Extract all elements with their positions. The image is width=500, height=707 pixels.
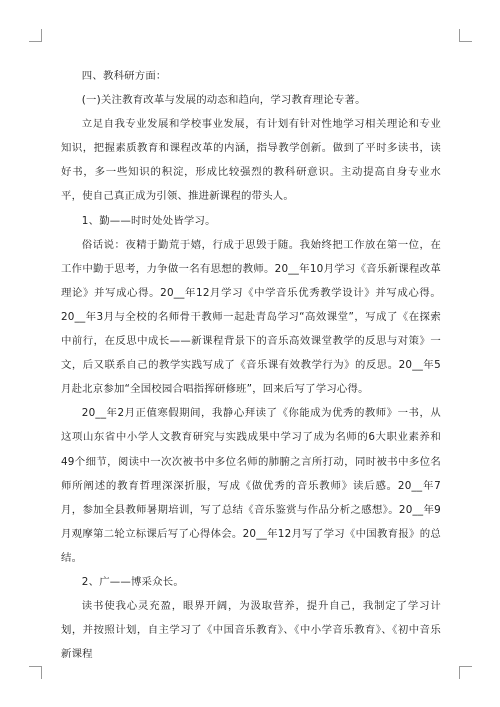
crop-mark-bottom-left xyxy=(29,666,42,679)
crop-mark-top-left xyxy=(29,29,42,42)
paragraph: 俗话说：夜精于勤荒于嬉，行成于思毁于随。我始终把工作放在第一位，在工作中勤于思考，力争做一名有思想的教师。20__年10月学习《音乐新课程改革理论》并写成心得。20__年12月学习《中学音乐优秀教学设计》并写成心得。20__年3月与全校的名师骨干教师一起赴青岛学习“高效课堂”，写成了《在探索中前行，在反思中成长——新课程背景下的音乐高效课堂教学的反思与对策》一文，后又联系自己的教学实践写成了《音乐课有效教学行为》的反思。20__年5月赴北京参加“全国校园合唱指挥研修班”，回来后写了学习心得。 xyxy=(61,238,441,396)
crop-mark-bottom-right xyxy=(459,666,472,679)
crop-mark-top-right xyxy=(459,29,472,42)
document-body xyxy=(61,64,441,666)
paragraph: 20__年2月正值寒假期间，我静心拜读了《你能成为优秀的教师》一书，从这项山东省中小学人文教育研究与实践成果中学习了成为名师的6大职业素养和49个细节，阅读中一次次被书中多位名师的肺腑之言所打动，同时被书中多位名师所阐述的教育哲理深深折服，写成《做优秀的音乐教师》读后感。20__年7月，参加全县教师暑期培训，写了总结《音乐鉴赏与作品分析之感想》。20__年9月观摩第二轮立标课后写了心得体会。20__年12月写了学习《中国教育报》的总结。 xyxy=(61,407,441,564)
section-heading: 四、教科研方面： xyxy=(81,70,167,82)
paragraph: 立足自我专业发展和学校事业发展，有计划有针对性地学习相关理论和专业知识，把握素质教育和课程改革的内涵，指导教学创新。做到了平时多读书，读好书，多一些知识的积淀，形成比较强烈的教科研意识。主动提高自身专业水平，使自己真正成为引领、推进新课程的带头人。 xyxy=(61,118,441,203)
paragraph: 读书使我心灵充盈，眼界开阔，为汲取营养，提升自己，我制定了学习计划，并按照计划，自主学习了《中国音乐教育》、《中小学音乐教育》、《初中音乐新课程 xyxy=(61,600,441,661)
item-heading: 2、广——博采众长。 xyxy=(81,575,184,588)
subsection-heading: (一)关注教育改革与发展的动态和趋向，学习教育理论专著。 xyxy=(81,94,366,107)
item-heading: 1、勤——时时处处皆学习。 xyxy=(81,214,216,227)
